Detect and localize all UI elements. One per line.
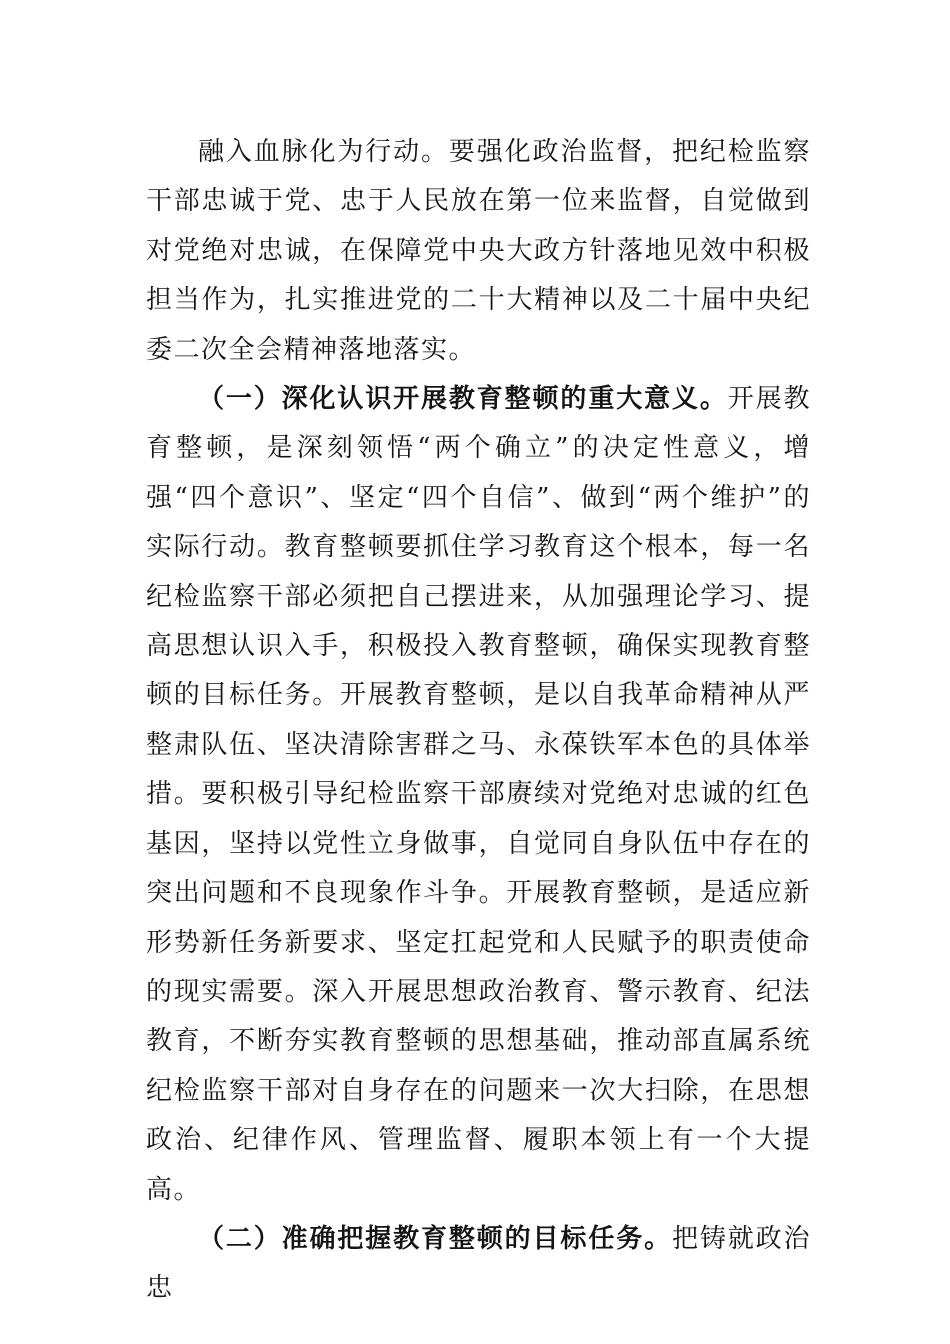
section-heading: （一）深化认识开展教育整顿的重大意义。 — [198, 384, 728, 415]
paragraph-continuation — [146, 128, 811, 375]
paragraph-section-one — [146, 375, 811, 1215]
document-body — [146, 128, 811, 1314]
paragraph-section-two — [146, 1215, 811, 1314]
paragraph-text: 开展教育整顿，是深刻领悟“两个确立”的决定性意义，增强“四个意识”、坚定“四个自信”、做到“两个维护”的实际行动。教育整顿要抓住学习教育这个根本，每一名纪检监察干部必须把自己摆进来，从加强理论学习、提高思想认识入手，积极投入教育整顿，确保实现教育整顿的目标任务。开展教育整顿，是以自我革命精神从严整肃队伍、坚决清除害群之马、永葆铁军本色的具体举措。要积极引导纪检监察干部赓续对党绝对忠诚的红色基因，坚持以党性立身做事，自觉同自身队伍中存在的突出问题和不良现象作斗争。开展教育整顿，是适应新形势新任务新要求、坚定扛起党和人民赋予的职责使命的现实需要。深入开展思想政治教育、警示教育、纪法教育，不断夯实教育整顿的思想基础，推动部直属系统纪检监察干部对自身存在的问题来一次大扫除，在思想政治、纪律作风、管理监督、履职本领上有一个大提高。 — [146, 384, 811, 1205]
paragraph-text: 把铸就政治忠 — [146, 1223, 811, 1304]
paragraph-text: 融入血脉化为行动。要强化政治监督，把纪检监察干部忠诚于党、忠于人民放在第一位来监督，自觉做到对党绝对忠诚，在保障党中央大政方针落地见效中积极担当作为，扎实推进党的二十大精神以及二十届中央纪委二次全会精神落地落实。 — [146, 137, 811, 365]
section-heading: （二）准确把握教育整顿的目标任务。 — [198, 1223, 672, 1254]
